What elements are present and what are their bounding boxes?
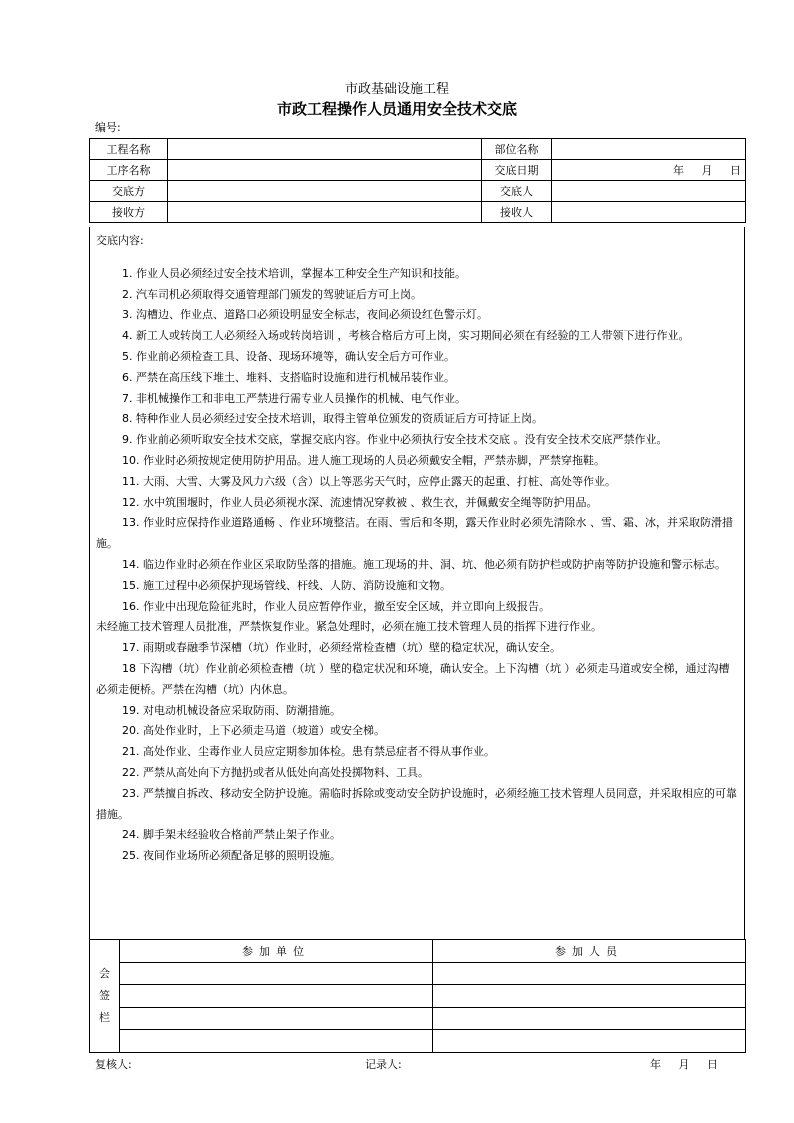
list-item: 19. 对电动机械设备应采取防雨、防潮措施。 (122, 703, 341, 717)
date-day: 日 (730, 164, 741, 177)
list-item: 13. 作业时应保持作业道路通畅 、作业环境整洁。在雨、雪后和冬期，露天作业时必须先清除水 、雪、霜、冰，并采取防滑措施。 (96, 516, 733, 551)
discloser-party-label: 交底方 (90, 181, 168, 202)
list-item: 2. 汽车司机必须取得交通管理部门颁发的驾驶证后方可上岗。 (122, 287, 422, 301)
date-label: 交底日期 (482, 160, 552, 181)
sign-side-char: 签 (99, 988, 110, 1002)
people-cell[interactable] (433, 962, 746, 985)
list-item: 18 下沟槽（坑）作业前必须检查槽（坑 ）壁的稳定状况和环境，确认安全。上下沟槽（坑 ）必须走马道或安全梯，通过沟槽必须走便桥。严禁在沟槽（坑）内休息。 (96, 661, 730, 696)
people-cell[interactable] (433, 985, 746, 1008)
people-cell[interactable] (433, 1030, 746, 1053)
footer-date (650, 1056, 732, 1072)
project-name-field[interactable] (168, 139, 482, 160)
footer-day: 日 (707, 1058, 718, 1071)
footer-month: 月 (678, 1058, 690, 1071)
unit-cell[interactable] (120, 1007, 433, 1030)
list-item: 21. 高处作业、尘毒作业人员应定期参加体检。患有禁忌症者不得从事作业。 (122, 745, 495, 759)
part-name-field[interactable] (552, 139, 746, 160)
table-row (90, 1030, 746, 1053)
list-item: 9. 作业前必须听取安全技术交底，掌握交底内容。作业中必须执行安全技术交底 。没有安全技术交底严禁作业。 (122, 433, 668, 447)
sign-table (89, 939, 746, 1053)
process-name-field[interactable] (168, 160, 482, 181)
receiver-label: 接收人 (482, 202, 552, 223)
list-item: 7. 非机械操作工和非电工严禁进行需专业人员操作的机械、电气作业。 (122, 391, 466, 405)
list-item: 22. 严禁从高处向下方抛扔或者从低处向高处投掷物料、工具。 (122, 765, 429, 779)
people-column-header: 参加人员 (433, 940, 746, 963)
discloser-label: 交底人 (482, 181, 552, 202)
receiver-party-field[interactable] (168, 202, 482, 223)
table-row (90, 940, 746, 963)
list-item: 23. 严禁擅自拆改、移动安全防护设施。需临时拆除或变动安全防护设施时，必须经施工技术管理人员同意，并采取相应的可靠措施。 (96, 786, 737, 821)
date-field[interactable] (552, 160, 746, 181)
discloser-party-field[interactable] (168, 181, 482, 202)
table-row (90, 1007, 746, 1030)
table-row (90, 139, 746, 160)
list-item: 20. 高处作业时，上下必须走马道（坡道）或安全梯。 (122, 724, 385, 738)
table-row (90, 985, 746, 1008)
list-item: 5. 作业前必须检查工具、设备、现场环境等，确认安全后方可作业。 (122, 349, 455, 363)
part-name-label: 部位名称 (482, 139, 552, 160)
table-row (90, 160, 746, 181)
date-month: 月 (701, 164, 713, 177)
list-item: 16. 作业中出现危险征兆时，作业人员应暂停作业，撤至安全区域，并立即向上级报告。 (122, 599, 550, 613)
sign-side-char: 会 (99, 966, 110, 980)
document-title: 市政工程操作人员通用安全技术交底 (276, 100, 517, 118)
list-item: 8. 特种作业人员必须经过安全技术培训，取得主管单位颁发的资质证后方可持证上岗。 (122, 412, 543, 426)
recorder-label: 记录人: (365, 1058, 402, 1071)
list-item: 25. 夜间作业场所必须配备足够的照明设施。 (122, 849, 341, 863)
footer-year: 年 (650, 1058, 661, 1071)
unit-cell[interactable] (120, 962, 433, 985)
receiver-party-label: 接收方 (90, 202, 168, 223)
people-cell[interactable] (433, 1007, 746, 1030)
content-label: 交底内容: (96, 234, 144, 247)
date-year: 年 (673, 164, 684, 177)
table-row (90, 181, 746, 202)
discloser-field[interactable] (552, 181, 746, 202)
info-table (89, 138, 746, 223)
list-item: 6. 严禁在高压线下堆土、堆料、支搭临时设施和进行机械吊装作业。 (122, 370, 455, 384)
list-item: 15. 施工过程中必须保护现场管线、杆线、人防、消防设施和文物。 (122, 578, 451, 592)
reviewer-label: 复核人: (95, 1058, 132, 1071)
list-item: 10. 作业时必须按规定使用防护用品。进人施工现场的人员必须戴安全帽，严禁赤脚，严禁穿拖鞋。 (122, 453, 605, 467)
table-row (90, 202, 746, 223)
list-item: 24. 脚手架未经验收合格前严禁止架子作业。 (122, 828, 341, 842)
unit-cell[interactable] (120, 1030, 433, 1053)
process-name-label: 工序名称 (90, 160, 168, 181)
unit-cell[interactable] (120, 985, 433, 1008)
list-item: 12. 水中筑围堰时，作业人员必须视水深、流速情况穿救被 、救生衣，并佩戴安全绳等防护用品。 (122, 495, 598, 509)
document-subtitle: 市政基础设施工程 (344, 82, 449, 97)
list-item: 14. 临边作业时必须在作业区采取防坠落的措施。施工现场的井、洞、坑、他必须有防护栏或防护南等防护设施和警示标志。 (122, 557, 726, 571)
disclosure-content (89, 227, 745, 940)
list-item: 4. 新工人或转岗工人必须经入场或转岗培训 ，考核合格后方可上岗，实习期间必须在有经验的工人带领下进行作业。 (122, 329, 690, 343)
list-item: 1. 作业人员必须经过安全技术培训，掌握本工种安全生产知识和技能。 (122, 266, 466, 280)
sign-side-char: 栏 (99, 1010, 110, 1024)
list-item: 3. 沟槽边、作业点、道路口必须设明显安全标志，夜间必须设红色警示灯。 (122, 308, 488, 322)
list-item: 未经施工技术管理人员批准，严禁恢复作业。紧急处理时，必须在施工技术管理人员的指挥下进行作业。 (96, 620, 602, 634)
number-label: 编号: (95, 121, 121, 134)
list-item: 11. 大雨、大雪、大雾及风力六级（含）以上等恶劣天气时，应停止露天的起重、打桩、高处等作业。 (122, 474, 616, 488)
project-name-label: 工程名称 (90, 139, 168, 160)
sign-side-label (90, 940, 120, 1053)
table-row (90, 962, 746, 985)
receiver-field[interactable] (552, 202, 746, 223)
list-item: 17. 雨期或春融季节深槽（坑）作业时，必须经常检查槽（坑）壁的稳定状况，确认安全。 (122, 641, 561, 655)
unit-column-header: 参加单位 (120, 940, 433, 963)
